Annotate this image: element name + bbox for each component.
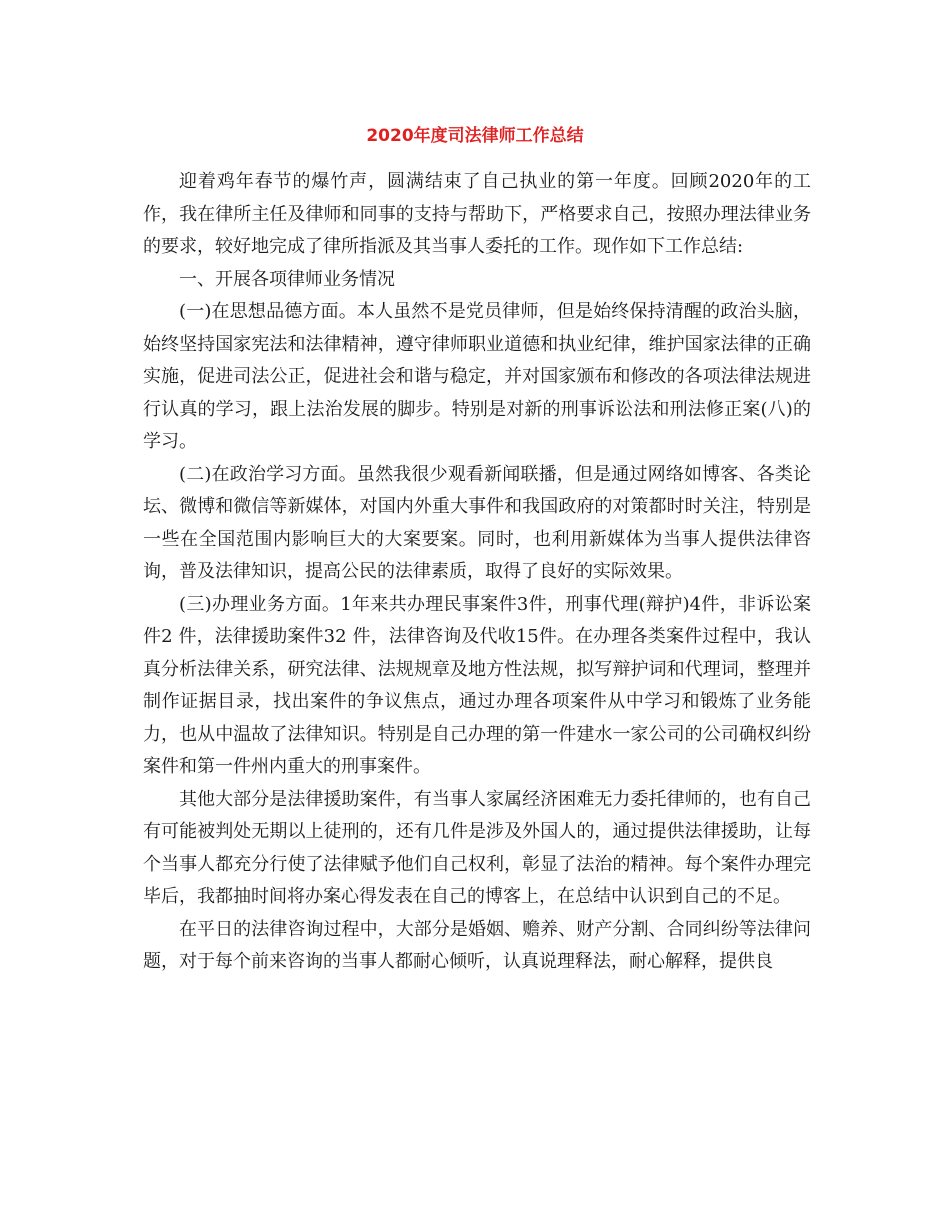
section-heading: 一、开展各项律师业务情况	[179, 268, 395, 290]
paragraph-legal-aid: 其他大部分是法律援助案件，有当事人家属经济困难无力委托律师的，也有自己有可能被判处无期以上徒刑的，还有几件是涉及外国人的，通过提供法律援助，让每个当事人都充分行使了法律赋予他们自己权利，彰显了法治的精神。每个案件办理完毕后，我都抽时间将办案心得发表在自己的博客上，在总结中认识到自己的不足。	[143, 788, 811, 907]
document-title: 2020年度司法律师工作总结	[366, 126, 584, 146]
paragraph-business: (三)办理业务方面。1年来共办理民事案件3件，刑事代理(辩护)4件，非诉讼案件2 件，法律援助案件32 件，法律咨询及代收15件。在办理各类案件过程中，我认真分析法律关系，研究法律、法规规章及地方性法规，拟写辩护词和代理词，整理并制作证据目录，找出案件的争议焦点，通过办理各项案件从中学习和锻炼了业务能力，也从中温故了法律知识。特别是自己办理的第一件建水一家公司的公司确权纠纷案件和第一件州内重大的刑事案件。	[143, 593, 811, 777]
paragraph-intro: 迎着鸡年春节的爆竹声，圆满结束了自己执业的第一年度。回顾2020年的工作，我在律所主任及律师和同事的支持与帮助下，严格要求自己，按照办理法律业务的要求，较好地完成了律所指派及其当事人委托的工作。现作如下工作总结:	[143, 171, 811, 257]
paragraph-political: (二)在政治学习方面。虽然我很少观看新闻联播，但是通过网络如博客、各类论坛、微博和微信等新媒体，对国内外重大事件和我国政府的对策都时时关注，特别是一些在全国范围内影响巨大的大案要案。同时，也利用新媒体为当事人提供法律咨询，普及法律知识，提高公民的法律素质，取得了良好的实际效果。	[143, 463, 811, 582]
paragraph-consulting: 在平日的法律咨询过程中，大部分是婚姻、赡养、财产分割、合同纠纷等法律问题，对于每个前来咨询的当事人都耐心倾听，认真说理释法，耐心解释，提供良	[143, 918, 811, 972]
document-body	[143, 166, 811, 979]
paragraph-moral: (一)在思想品德方面。本人虽然不是党员律师，但是始终保持清醒的政治头脑，始终坚持国家宪法和法律精神，遵守律师职业道德和执业纪律，维护国家法律的正确实施，促进司法公正，促进社会和谐与稳定，并对国家颁布和修改的各项法律法规进行认真的学习，跟上法治发展的脚步。特别是对新的刑事诉讼法和刑法修正案(八)的学习。	[143, 301, 811, 452]
